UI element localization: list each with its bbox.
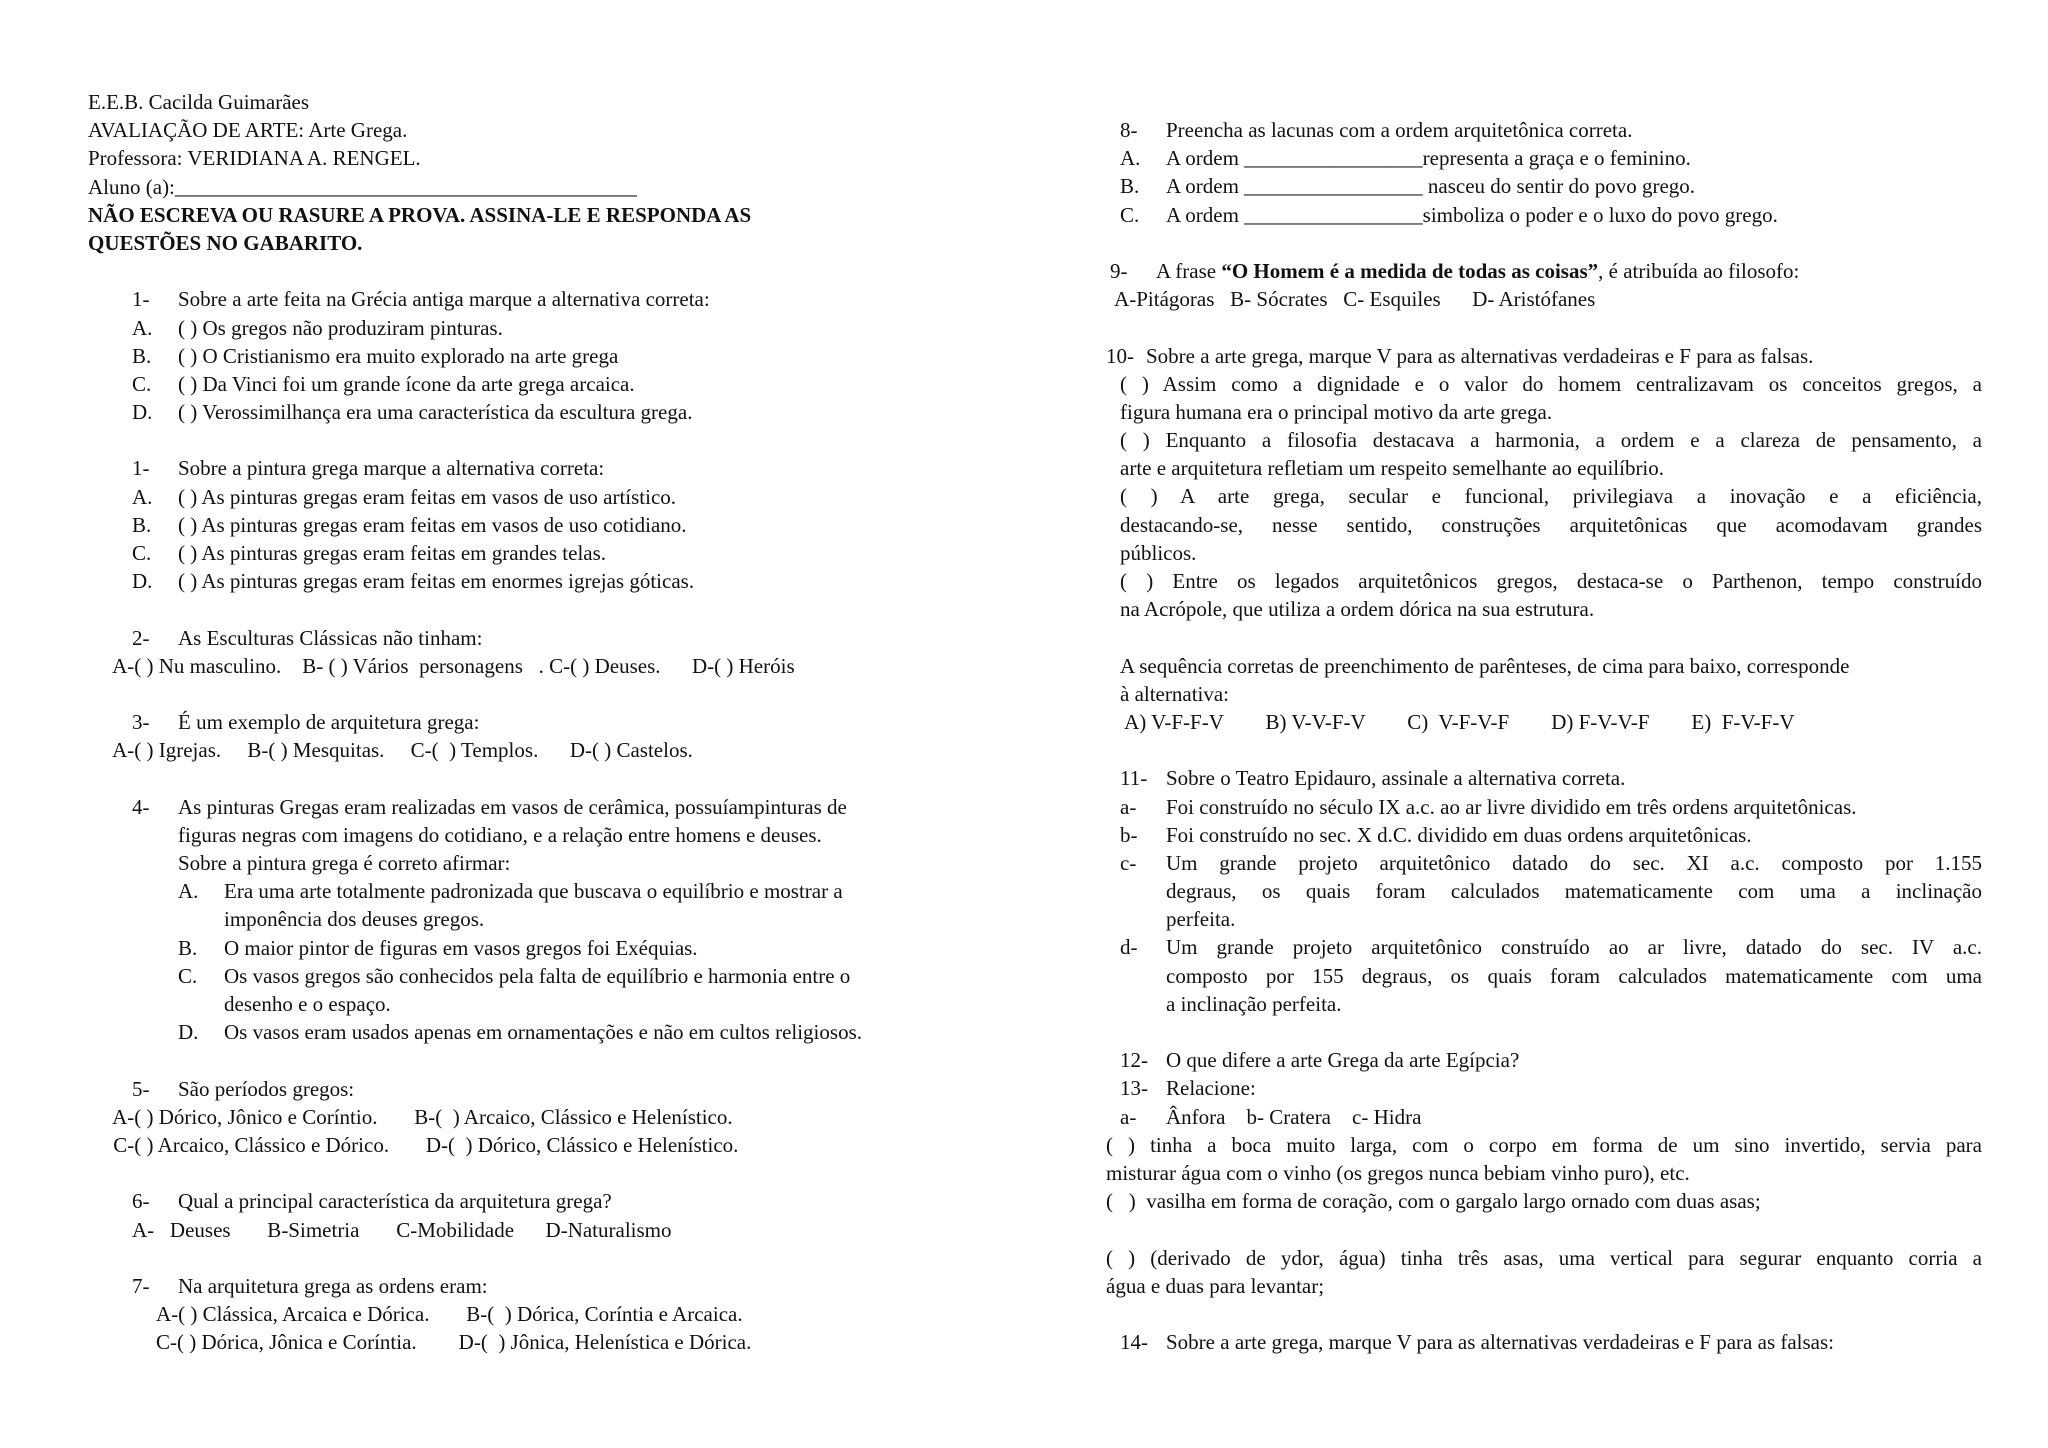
sequence-question-cont: à alternativa:	[1120, 681, 1230, 706]
question-1b	[88, 454, 1008, 482]
question-4	[88, 793, 1008, 821]
option-letter: D.	[178, 1020, 199, 1045]
statement-3-end: públicos.	[1120, 540, 1197, 565]
question-number: 9-	[1110, 258, 1128, 283]
question-10	[1106, 342, 1982, 370]
option-a	[1106, 144, 1982, 172]
option-d	[1106, 933, 1982, 961]
statement-1: ( ) Assim como a dignidade e o valor do homem centralizavam os conceitos gregos, a	[1120, 371, 1982, 396]
question-text: São períodos gregos:	[178, 1076, 355, 1101]
option-letter: c-	[1120, 850, 1137, 875]
question-text: Sobre a arte grega, marque V para as alternativas verdadeiras e F para as falsas.	[1146, 343, 1814, 368]
option-letter: C.	[132, 371, 152, 396]
question-6-options: A- Deuses B-Simetria C-Mobilidade D-Naturalismo	[132, 1217, 672, 1242]
question-text: As pinturas Gregas eram realizadas em vasos de cerâmica, possuíampinturas de	[178, 794, 847, 819]
option-letter: d-	[1120, 935, 1138, 960]
option-text: ( ) O Cristianismo era muito explorado na arte grega	[178, 343, 619, 368]
question-number: 2-	[132, 625, 150, 650]
question-text: Sobre a pintura grega marque a alternativa correta:	[178, 456, 605, 481]
left-column	[88, 88, 1008, 1356]
question-text-line: Sobre a pintura grega é correto afirmar:	[178, 851, 511, 876]
question-number: 8-	[1120, 118, 1138, 142]
option-c	[1106, 201, 1982, 229]
student-name-line: Aluno (a):____________________________________________	[88, 174, 637, 199]
statement-3-cont: destacando-se, nesse sentido, construções arquitetônicas que acomodavam grandes	[1120, 512, 1982, 537]
sequence-question: A sequência corretas de preenchimento de parênteses, de cima para baixo, corresponde	[1120, 653, 1850, 678]
question-10-options: A) V-F-F-V B) V-V-F-V C) V-F-V-F D) F-V-V-F E) F-V-F-V	[1120, 709, 1795, 734]
option-text: ( ) Verossimilhança era uma característica da escultura grega.	[178, 400, 693, 425]
question-5-options-1: A-( ) Dórico, Jônico e Coríntio. B-( ) Arcaico, Clássico e Helenístico.	[108, 1104, 733, 1129]
option-letter: B.	[132, 343, 152, 368]
quote-text: “O Homem é a medida de todas as coisas”	[1221, 258, 1599, 283]
question-11	[1106, 764, 1982, 792]
option-text: A ordem _________________simboliza o poder e o luxo do povo grego.	[1166, 202, 1778, 227]
option-a	[1106, 793, 1982, 821]
question-3-options: A-( ) Igrejas. B-( ) Mesquitas. C-( ) Templos. D-( ) Castelos.	[108, 738, 693, 763]
option-letter: A.	[1120, 146, 1141, 171]
right-column	[1106, 116, 1982, 1356]
option-text: ( ) As pinturas gregas eram feitas em vasos de uso artístico.	[178, 484, 677, 509]
option-b	[1106, 821, 1982, 849]
option-d-end: a inclinação perfeita.	[1166, 991, 1342, 1016]
option-d	[88, 567, 1008, 595]
question-12	[1106, 1046, 1982, 1074]
option-text: A ordem _________________representa a graça e o feminino.	[1166, 146, 1691, 171]
question-text: O que difere a arte Grega da arte Egípcia?	[1166, 1048, 1520, 1073]
option-letter: D.	[132, 400, 153, 425]
question-13	[1106, 1074, 1982, 1102]
question-text: Na arquitetura grega as ordens eram:	[178, 1273, 488, 1298]
question-8	[1106, 116, 1982, 144]
question-1	[88, 285, 1008, 313]
option-letter: A.	[178, 879, 199, 904]
option-a	[88, 314, 1008, 342]
question-7-options-1: A-( ) Clássica, Arcaica e Dórica. B-( ) Dórica, Coríntia e Arcaica.	[156, 1302, 743, 1327]
question-2-options: A-( ) Nu masculino. B- ( ) Vários personagens . C-( ) Deuses. D-( ) Heróis	[108, 653, 795, 678]
question-9-options: A-Pitágoras B- Sócrates C- Esquiles D- Aristófanes	[1110, 287, 1596, 312]
option-text: Ânfora b- Cratera c- Hidra	[1166, 1104, 1422, 1129]
question-number: 1-	[132, 287, 150, 312]
option-letter: A.	[132, 315, 153, 340]
option-text-line: desenho e o espaço.	[224, 992, 391, 1016]
option-text: ( ) Os gregos não produziram pinturas.	[178, 315, 503, 340]
option-text: Os vasos gregos são conhecidos pela falta de equilíbrio e harmonia entre o	[224, 963, 851, 988]
option-letter: D.	[132, 569, 153, 594]
question-number: 6-	[132, 1189, 150, 1214]
teacher-name: Professora: VERIDIANA A. RENGEL.	[88, 146, 421, 171]
question-number: 3-	[132, 710, 150, 735]
question-text: Sobre a arte grega, marque V para as alternativas verdadeiras e F para as falsas:	[1166, 1330, 1835, 1355]
statement-2-cont: arte e arquitetura refletiam um respeito semelhante ao equilíbrio.	[1120, 456, 1665, 481]
question-13-options	[1106, 1103, 1982, 1131]
warning-text-1: NÃO ESCREVA OU RASURE A PROVA. ASSINA-LE E RESPONDA AS	[88, 202, 752, 227]
option-text: Foi construído no século IX a.c. ao ar livre dividido em três ordens arquitetônicas.	[1166, 794, 1857, 819]
option-letter: A.	[132, 484, 153, 509]
option-letter: C.	[178, 963, 198, 988]
question-6	[88, 1187, 1008, 1215]
statement-4: ( ) Entre os legados arquitetônicos gregos, destaca-se o Parthenon, tempo construído	[1120, 569, 1982, 593]
option-c	[1106, 849, 1982, 877]
option-text: ( ) As pinturas gregas eram feitas em grandes telas.	[178, 541, 607, 565]
option-b	[1106, 172, 1982, 200]
option-a	[88, 877, 1008, 905]
question-number: 13-	[1120, 1076, 1148, 1101]
school-name: E.E.B. Cacilda Guimarães	[88, 90, 310, 114]
option-text: ( ) As pinturas gregas eram feitas em vasos de uso cotidiano.	[178, 512, 687, 537]
option-text: Um grande projeto arquitetônico construído ao ar livre, datado do sec. IV a.c.	[1166, 935, 1982, 960]
question-text-end: , é atribuída ao filosofo:	[1598, 258, 1800, 283]
option-c	[88, 962, 1008, 990]
relate-item-1-cont: misturar água com o vinho (os gregos nunca bebiam vinho puro), etc.	[1106, 1160, 1690, 1185]
question-text-line: figuras negras com imagens do cotidiano, e a relação entre homens e deuses.	[178, 822, 822, 847]
question-text: Qual a principal característica da arquitetura grega?	[178, 1189, 612, 1214]
option-b	[88, 342, 1008, 370]
question-number: 10-	[1106, 343, 1134, 368]
question-text: As Esculturas Clássicas não tinham:	[178, 625, 483, 650]
option-c-cont: degraus, os quais foram calculados matematicamente com uma a inclinação	[1166, 879, 1982, 904]
question-5	[88, 1075, 1008, 1103]
option-text: ( ) As pinturas gregas eram feitas em enormes igrejas góticas.	[178, 569, 695, 594]
statement-4-cont: na Acrópole, que utiliza a ordem dórica na sua estrutura.	[1120, 597, 1595, 622]
option-text: A ordem _________________ nasceu do sentir do povo grego.	[1166, 174, 1696, 199]
question-text: Sobre a arte feita na Grécia antiga marque a alternativa correta:	[178, 287, 710, 312]
statement-3: ( ) A arte grega, secular e funcional, privilegiava a inovação e a eficiência,	[1120, 484, 1982, 509]
statement-2: ( ) Enquanto a filosofia destacava a harmonia, a ordem e a clareza de pensamento, a	[1120, 428, 1982, 453]
option-text: Um grande projeto arquitetônico datado do sec. XI a.c. composto por 1.155	[1166, 850, 1982, 875]
option-b	[88, 934, 1008, 962]
question-3	[88, 708, 1008, 736]
question-number: 4-	[132, 794, 150, 819]
option-b	[88, 511, 1008, 539]
option-text: Era uma arte totalmente padronizada que buscava o equilíbrio e mostrar a	[224, 879, 843, 904]
option-d-cont: composto por 155 degraus, os quais foram calculados matematicamente com uma	[1166, 963, 1982, 988]
exam-title: AVALIAÇÃO DE ARTE: Arte Grega.	[88, 118, 408, 143]
question-number: 14-	[1120, 1330, 1148, 1355]
statement-1-cont: figura humana era o principal motivo da arte grega.	[1120, 399, 1553, 424]
question-number: 1-	[132, 456, 150, 481]
option-text: O maior pintor de figuras em vasos gregos foi Exéquias.	[224, 935, 698, 960]
option-c-end: perfeita.	[1166, 907, 1236, 932]
question-7	[88, 1272, 1008, 1300]
warning-text-2: QUESTÕES NO GABARITO.	[88, 230, 363, 255]
option-letter: B.	[1120, 174, 1140, 199]
question-9	[1106, 257, 1982, 285]
question-text: É um exemplo de arquitetura grega:	[178, 710, 480, 735]
question-number: 12-	[1120, 1048, 1148, 1073]
option-text: ( ) Da Vinci foi um grande ícone da arte grega arcaica.	[178, 371, 635, 396]
option-c	[88, 539, 1008, 567]
option-letter: a-	[1120, 794, 1137, 819]
question-number: 11-	[1120, 766, 1148, 791]
option-letter: B.	[178, 935, 198, 960]
question-text: Preencha as lacunas com a ordem arquitetônica correta.	[1166, 118, 1633, 142]
option-letter: a-	[1120, 1104, 1137, 1129]
question-text: Relacione:	[1166, 1076, 1256, 1101]
relate-item-3-cont: água e duas para levantar;	[1106, 1273, 1325, 1298]
option-text: Os vasos eram usados apenas em ornamentações e não em cultos religiosos.	[224, 1020, 862, 1045]
option-a	[88, 483, 1008, 511]
relate-item-1: ( ) tinha a boca muito larga, com o corpo em forma de um sino invertido, servia para	[1106, 1132, 1982, 1157]
option-text: Foi construído no sec. X d.C. dividido em duas ordens arquitetônicas.	[1166, 822, 1752, 847]
option-letter: B.	[132, 512, 152, 537]
question-7-options-2: C-( ) Dórica, Jônica e Coríntia. D-( ) Jônica, Helenística e Dórica.	[156, 1330, 752, 1355]
question-number: 5-	[132, 1076, 150, 1101]
question-number: 7-	[132, 1273, 150, 1298]
relate-item-2: ( ) vasilha em forma de coração, com o gargalo largo ornado com duas asas;	[1106, 1189, 1761, 1214]
option-text-line: imponência dos deuses gregos.	[224, 907, 485, 932]
option-d	[88, 1018, 1008, 1046]
option-d	[88, 398, 1008, 426]
question-text: A frase	[1156, 258, 1222, 283]
question-5-options-2: C-( ) Arcaico, Clássico e Dórico. D-( ) Dórico, Clássico e Helenístico.	[108, 1132, 739, 1157]
option-c	[88, 370, 1008, 398]
option-letter: b-	[1120, 822, 1138, 847]
relate-item-3: ( ) (derivado de ydor, água) tinha três asas, uma vertical para segurar enquanto corria a	[1106, 1245, 1982, 1270]
question-2	[88, 624, 1008, 652]
question-14	[1106, 1328, 1982, 1356]
option-letter: C.	[132, 541, 152, 565]
question-text: Sobre o Teatro Epidauro, assinale a alternativa correta.	[1166, 766, 1626, 791]
option-letter: C.	[1120, 202, 1140, 227]
